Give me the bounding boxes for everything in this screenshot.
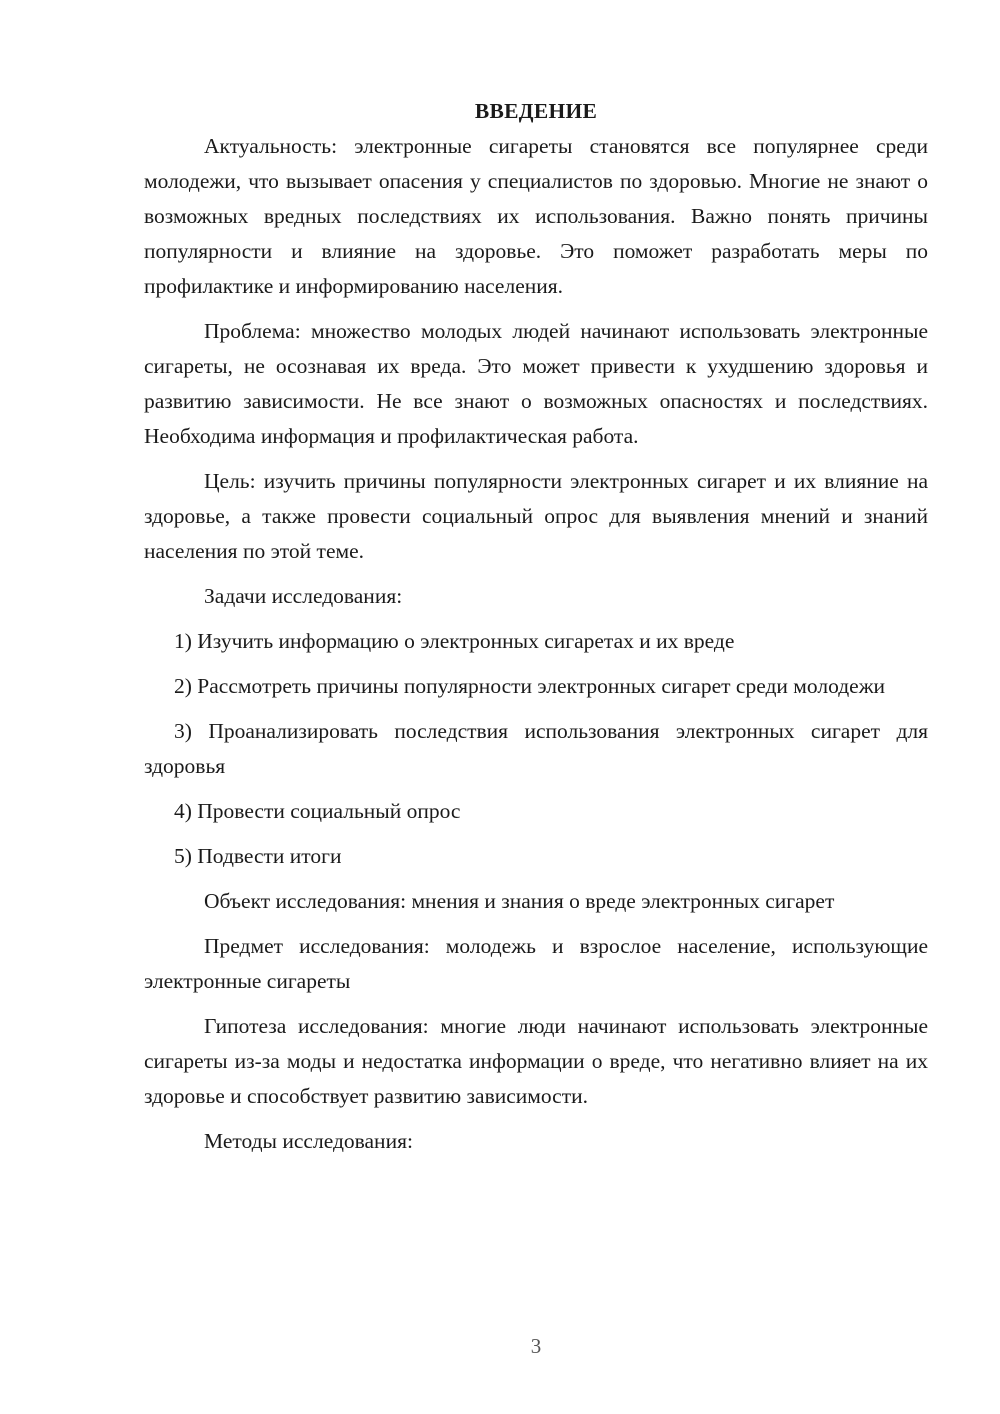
task-item-1: 1) Изучить информацию о электронных сигаретах и их вреде [174, 629, 735, 653]
page-content [144, 94, 928, 1169]
paragraph-relevance: Актуальность: электронные сигареты становятся все популярнее среди молодежи, что вызывает опасения у специалистов по здоровью. Многие не знают о возможных вредных последствиях их использования. Важно понять причины популярности и влияние на здоровье. Это поможет разработать меры по профилактике и информированию населения. [144, 134, 928, 298]
task-item-5: 5) Подвести итоги [174, 844, 342, 868]
paragraph-problem: Проблема: множество молодых людей начинают использовать электронные сигареты, не осознавая их вреда. Это может привести к ухудшению здоровья и развитию зависимости. Не все знают о возможных опасностях и последствиях. Необходима информация и профилактическая работа. [144, 319, 928, 448]
paragraph-tasks-heading: Задачи исследования: [204, 584, 403, 608]
paragraph-subject: Предмет исследования: молодежь и взрослое население, использующие электронные сигареты [144, 934, 928, 993]
paragraph-methods: Методы исследования: [204, 1129, 413, 1153]
paragraph-hypothesis: Гипотеза исследования: многие люди начинают использовать электронные сигареты из-за моды и недостатка информации о вреде, что негативно влияет на их здоровье и способствует развитию зависимости. [144, 1014, 928, 1108]
task-item-3: 3) Проанализировать последствия использования электронных сигарет для здоровья [144, 719, 928, 778]
task-item-2: 2) Рассмотреть причины популярности электронных сигарет среди молодежи [174, 674, 886, 698]
page-number: 3 [530, 1334, 542, 1358]
paragraph-object: Объект исследования: мнения и знания о вреде электронных сигарет [204, 889, 835, 913]
section-title: ВВЕДЕНИЕ [474, 99, 598, 123]
paragraph-goal: Цель: изучить причины популярности электронных сигарет и их влияние на здоровье, а также провести социальный опрос для выявления мнений и знаний населения по этой теме. [144, 469, 928, 563]
task-item-4: 4) Провести социальный опрос [174, 799, 461, 823]
